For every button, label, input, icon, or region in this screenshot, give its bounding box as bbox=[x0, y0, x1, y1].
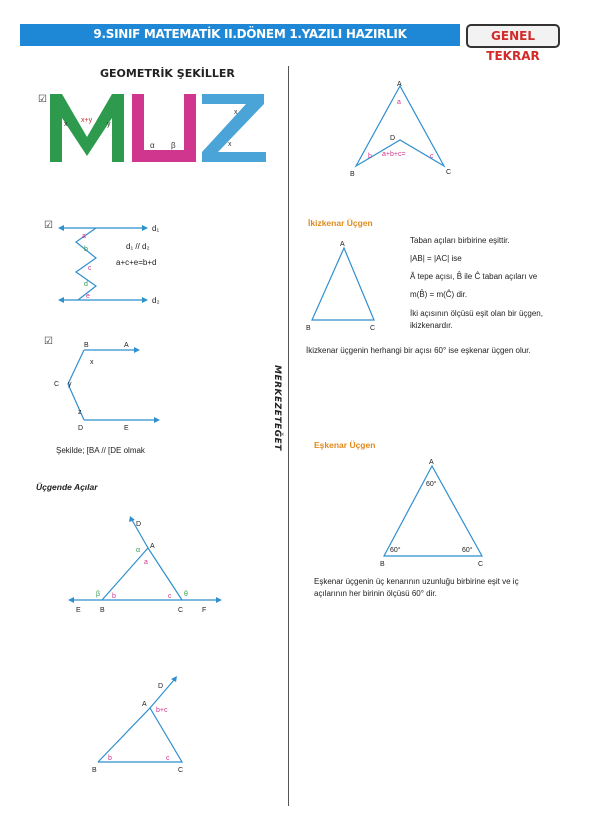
checkbox-icon: ☑ bbox=[38, 94, 47, 105]
iso-line-5: İki açısının ölçüsü eşit olan bir üçgen, bbox=[410, 309, 543, 318]
arrow-point-D: D bbox=[390, 135, 396, 142]
bracket-figure bbox=[50, 338, 160, 433]
angle-b: b bbox=[84, 246, 88, 253]
arrow-icon bbox=[154, 417, 160, 423]
arrow-icon bbox=[134, 347, 140, 353]
eq-angle-A: 60° bbox=[426, 481, 437, 488]
t2-point-C: C bbox=[178, 767, 184, 774]
point-D: D bbox=[78, 425, 84, 432]
arrow-point-C: C bbox=[446, 169, 452, 176]
angle-c: c bbox=[88, 265, 92, 272]
label-d1: d₁ bbox=[152, 224, 160, 233]
column-divider bbox=[288, 66, 289, 806]
eq-point-A: A bbox=[429, 459, 434, 466]
arrow-icon bbox=[58, 297, 64, 303]
letter-u bbox=[132, 94, 196, 162]
t1-point-F: F bbox=[202, 607, 207, 614]
arrow-angle-b: b bbox=[368, 153, 372, 160]
t1-point-A: A bbox=[150, 543, 155, 550]
arrow-icon bbox=[171, 676, 177, 682]
isosceles-title: İkizkenar Üçgen bbox=[308, 218, 373, 228]
iso-line-6: ikizkenardır. bbox=[410, 321, 453, 330]
t1-angle-a: a bbox=[144, 559, 148, 566]
angle-x: x bbox=[90, 359, 94, 366]
t1-angle-alpha: α bbox=[136, 547, 141, 554]
isosceles-description bbox=[410, 232, 580, 332]
eq-angle-C: 60° bbox=[462, 547, 473, 554]
arrow-icon bbox=[142, 297, 148, 303]
vertical-brand-label: MERKEZETEĞET bbox=[272, 365, 282, 451]
t1-angle-b: b bbox=[112, 593, 116, 600]
muz-label-z-x2: x bbox=[228, 141, 232, 148]
t1-angle-c: c bbox=[168, 593, 172, 600]
label-d2: d₂ bbox=[152, 296, 160, 305]
iso-line-4: m(B̂) = m(Ĉ) dir. bbox=[410, 290, 468, 299]
equilateral-triangle-figure bbox=[374, 456, 494, 568]
iso-line-2: |AB| = |AC| ise bbox=[410, 254, 462, 263]
iso-point-A: A bbox=[340, 241, 345, 248]
isosceles-note: İkizkenar üçgenin herhangi bir açısı 60° ise eşkenar üçgen olur. bbox=[306, 346, 531, 355]
angle-d: d bbox=[84, 281, 88, 288]
equilateral-title: Eşkenar Üçgen bbox=[314, 440, 376, 450]
muz-label-xy: x+y bbox=[81, 117, 93, 124]
arrow-angle-c: c bbox=[430, 153, 434, 160]
muz-label-beta: β bbox=[171, 141, 176, 150]
arrow-point-A: A bbox=[397, 81, 402, 88]
checkbox-icon: ☑ bbox=[44, 336, 53, 347]
angle-a: a bbox=[82, 233, 86, 240]
muz-label-z-x: x bbox=[234, 109, 238, 116]
angle-e: e bbox=[86, 293, 90, 300]
iso-line-3: Â tepe açısı, B̂ ile Ĉ taban açıları ve bbox=[410, 272, 538, 281]
isosceles-triangle-figure bbox=[302, 238, 392, 330]
t1-point-D: D bbox=[136, 521, 142, 528]
t1-point-B: B bbox=[100, 607, 105, 614]
iso-line-1: Taban açıları birbirine eşittir. bbox=[410, 236, 510, 245]
genel-tekrar-badge: GENEL TEKRAR bbox=[466, 24, 560, 48]
eq-point-B: B bbox=[380, 561, 385, 568]
arrow-icon bbox=[142, 225, 148, 231]
point-B: B bbox=[84, 342, 89, 349]
t2-point-D: D bbox=[158, 683, 164, 690]
t1-point-C: C bbox=[178, 607, 184, 614]
equilateral-description bbox=[314, 576, 564, 600]
muz-figure bbox=[50, 92, 270, 164]
triangle-exterior-sum-figure bbox=[86, 676, 196, 776]
checkbox-icon: ☑ bbox=[44, 220, 53, 231]
letter-z bbox=[202, 94, 266, 162]
eq-angle-B: 60° bbox=[390, 547, 401, 554]
t1-point-E: E bbox=[76, 607, 81, 614]
muz-label-x: x bbox=[64, 121, 68, 128]
concave-arrow-figure bbox=[346, 78, 466, 178]
arrow-angle-a: a bbox=[397, 99, 401, 106]
arrow-icon bbox=[68, 597, 74, 603]
point-C: C bbox=[54, 381, 60, 388]
page-title: 9.SINIF MATEMATİK II.DÖNEM 1.YAZILI HAZIRLIK bbox=[93, 26, 407, 42]
iso-point-C: C bbox=[370, 325, 376, 330]
section-title-geometric-shapes: GEOMETRİK ŞEKİLLER bbox=[100, 67, 235, 80]
muz-label-alpha: α bbox=[150, 141, 155, 150]
eq-desc-line-1: Eşkenar üçgenin üç kenarının uzunluğu birbirine eşit ve iç bbox=[314, 577, 519, 586]
t2-angle-b: b bbox=[108, 755, 112, 762]
t1-angle-theta: θ bbox=[184, 591, 188, 598]
point-E: E bbox=[124, 425, 129, 432]
zigzag-line bbox=[76, 228, 96, 300]
t2-point-A: A bbox=[142, 701, 147, 708]
parallel-relation: d₁ // d₂ bbox=[126, 242, 150, 251]
section-title-triangle-angles: Üçgende Açılar bbox=[36, 482, 98, 492]
angle-z: z bbox=[78, 409, 82, 416]
arrow-icon bbox=[216, 597, 222, 603]
angle-y: y bbox=[68, 381, 72, 388]
letter-m bbox=[50, 94, 124, 162]
triangle-exterior-figure bbox=[66, 516, 226, 616]
eq-desc-line-2: açılarının her birinin ölçüsü 60° dir. bbox=[314, 589, 437, 598]
t2-angle-c: c bbox=[166, 755, 170, 762]
arrow-point-B: B bbox=[350, 171, 355, 178]
eq-point-C: C bbox=[478, 561, 484, 568]
t2-angle-bc: b+c bbox=[156, 707, 168, 714]
point-A: A bbox=[124, 342, 129, 349]
parallel-equation: a+c+e=b+d bbox=[116, 258, 157, 267]
muz-label-y: y bbox=[107, 121, 111, 128]
bracket-caption: Şekilde; [BA // [DE olmak bbox=[56, 446, 145, 455]
arrow-icon bbox=[58, 225, 64, 231]
arrow-equation: a+b+c= bbox=[382, 151, 406, 158]
t2-point-B: B bbox=[92, 767, 97, 774]
t1-angle-beta: β bbox=[96, 591, 101, 598]
iso-point-B: B bbox=[306, 325, 311, 330]
